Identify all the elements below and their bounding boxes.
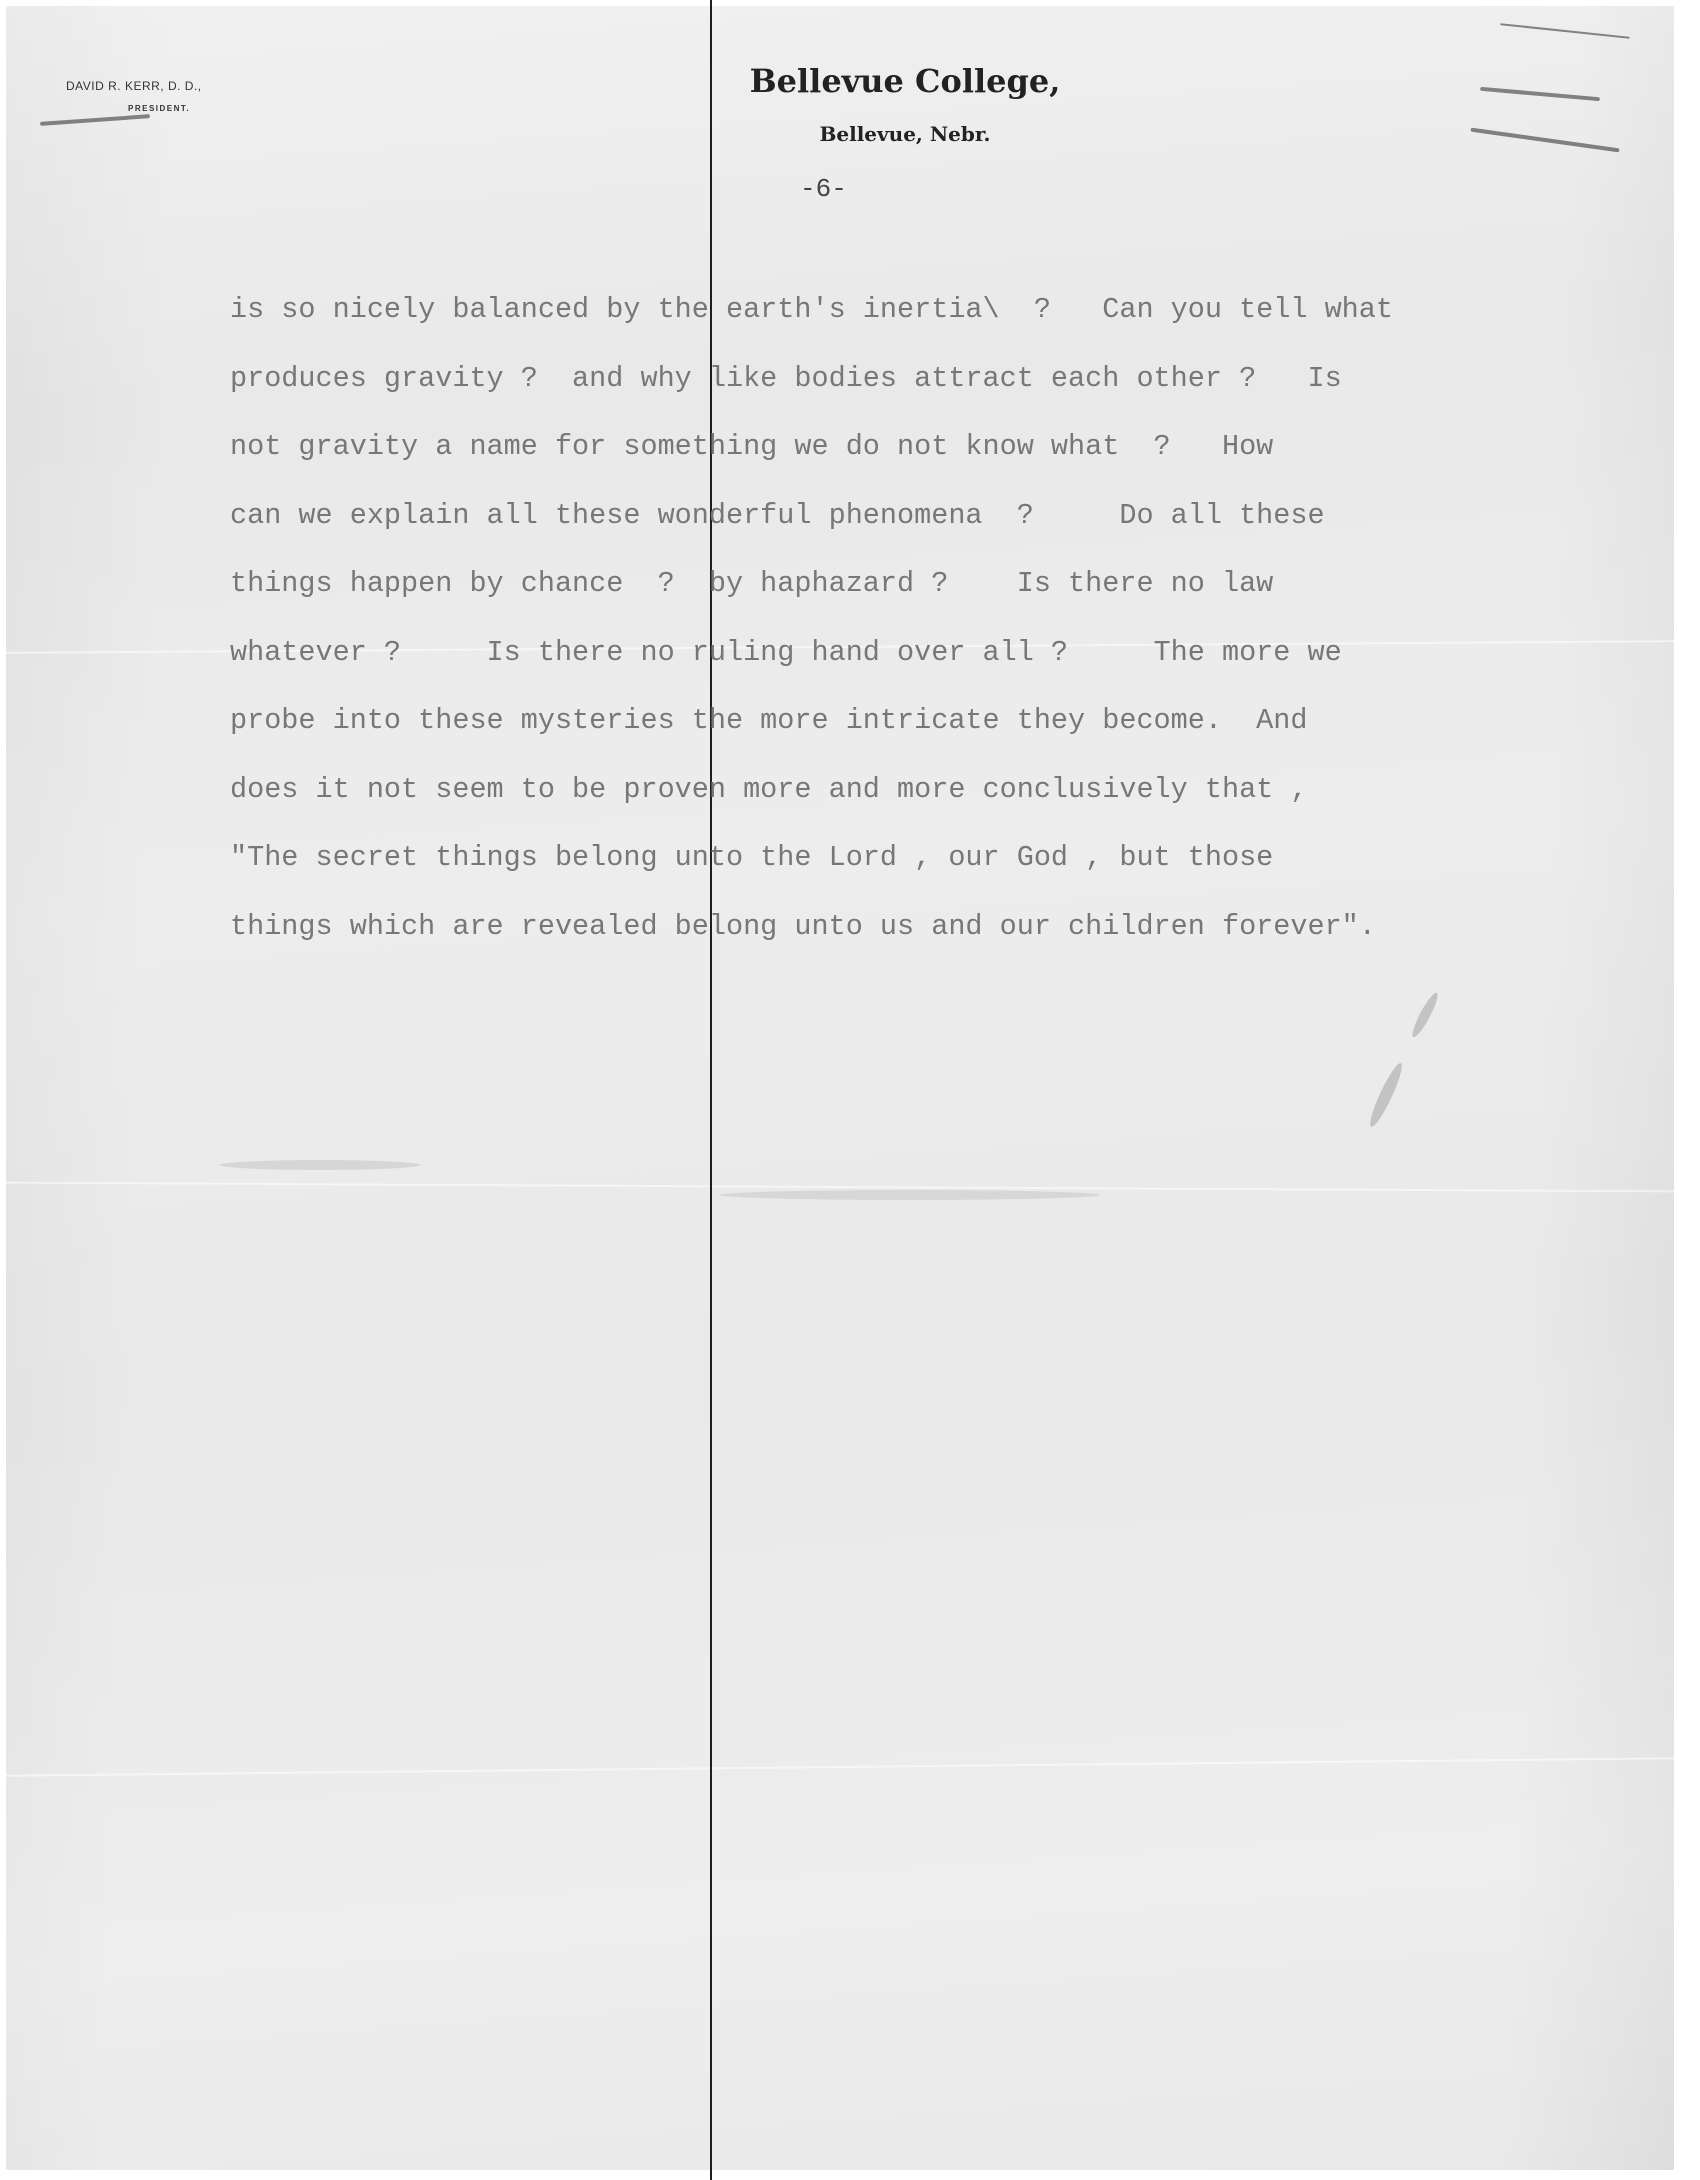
college-name: Bellevue College, (749, 62, 1061, 100)
body-line: things happen by chance ? by haphazard ? Is there no law (230, 567, 1274, 600)
body-line: produces gravity ? and why like bodies attract each other ? Is (230, 361, 1342, 395)
paper-crease (6, 1757, 1674, 1776)
body-line: probe into these mysteries the more intricate they become. And (230, 704, 1308, 737)
ink-smudge (720, 1190, 1100, 1200)
body-line: can we explain all these wonderful phenomena ? Do all these (230, 498, 1325, 532)
president-name: DAVID R. KERR, D. D., (66, 79, 202, 93)
body-line: "The secret things belong unto the Lord , our God , but those (230, 841, 1274, 874)
body-line: not gravity a name for something we do not know what ? How (230, 430, 1274, 463)
page-number: -6- (800, 174, 847, 204)
body-line: is so nicely balanced by the earth's inertia\ ? Can you tell what (230, 293, 1393, 326)
college-location: Bellevue, Nebr. (819, 122, 991, 146)
body-line: things which are revealed belong unto us and our children forever". (230, 909, 1376, 943)
body-line: whatever ? Is there no ruling hand over all ? The more we (230, 635, 1342, 669)
president-title: PRESIDENT. (128, 104, 191, 113)
body-line: does it not seem to be proven more and more conclusively that , (230, 772, 1308, 806)
letter-body (230, 293, 1630, 981)
ink-smudge (220, 1160, 420, 1170)
